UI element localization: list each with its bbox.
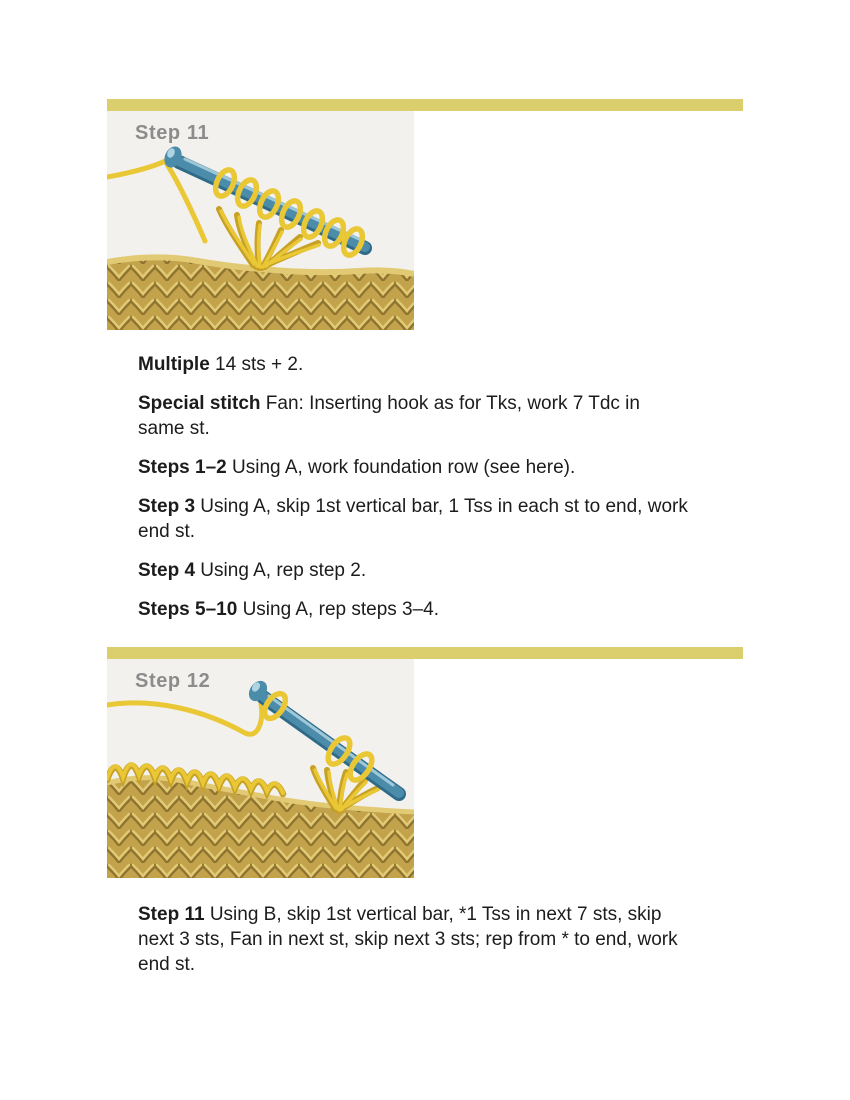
instruction-paragraph: Step 11 Using B, skip 1st vertical bar, *1 Tss in next 7 sts, skip next 3 sts, Fan in next st, skip next 3 sts; rep from * to end, work end st. xyxy=(138,904,678,975)
section-divider-bar xyxy=(107,647,743,659)
instruction-paragraph: Steps 5–10 Using A, rep steps 3–4. xyxy=(138,599,440,620)
section-divider-bar xyxy=(107,99,743,111)
instruction-paragraph: Step 3 Using A, skip 1st vertical bar, 1 Tss in each st to end, work end st. xyxy=(138,496,688,542)
instructions-block-2 xyxy=(138,902,763,991)
instruction-paragraph: Multiple 14 sts + 2. xyxy=(138,354,304,375)
instruction-paragraph: Step 4 Using A, rep step 2. xyxy=(138,560,367,581)
instruction-paragraph: Special stitch Fan: Inserting hook as for Tks, work 7 Tdc in same st. xyxy=(138,393,640,439)
photo-step-label: Step 12 xyxy=(135,670,211,692)
instructions-block-1 xyxy=(138,352,763,636)
instruction-paragraph: Steps 1–2 Using A, work foundation row (see here). xyxy=(138,457,576,478)
photo-step-label: Step 11 xyxy=(135,122,210,144)
step-11-photo xyxy=(107,111,414,330)
step-12-photo xyxy=(107,659,414,878)
